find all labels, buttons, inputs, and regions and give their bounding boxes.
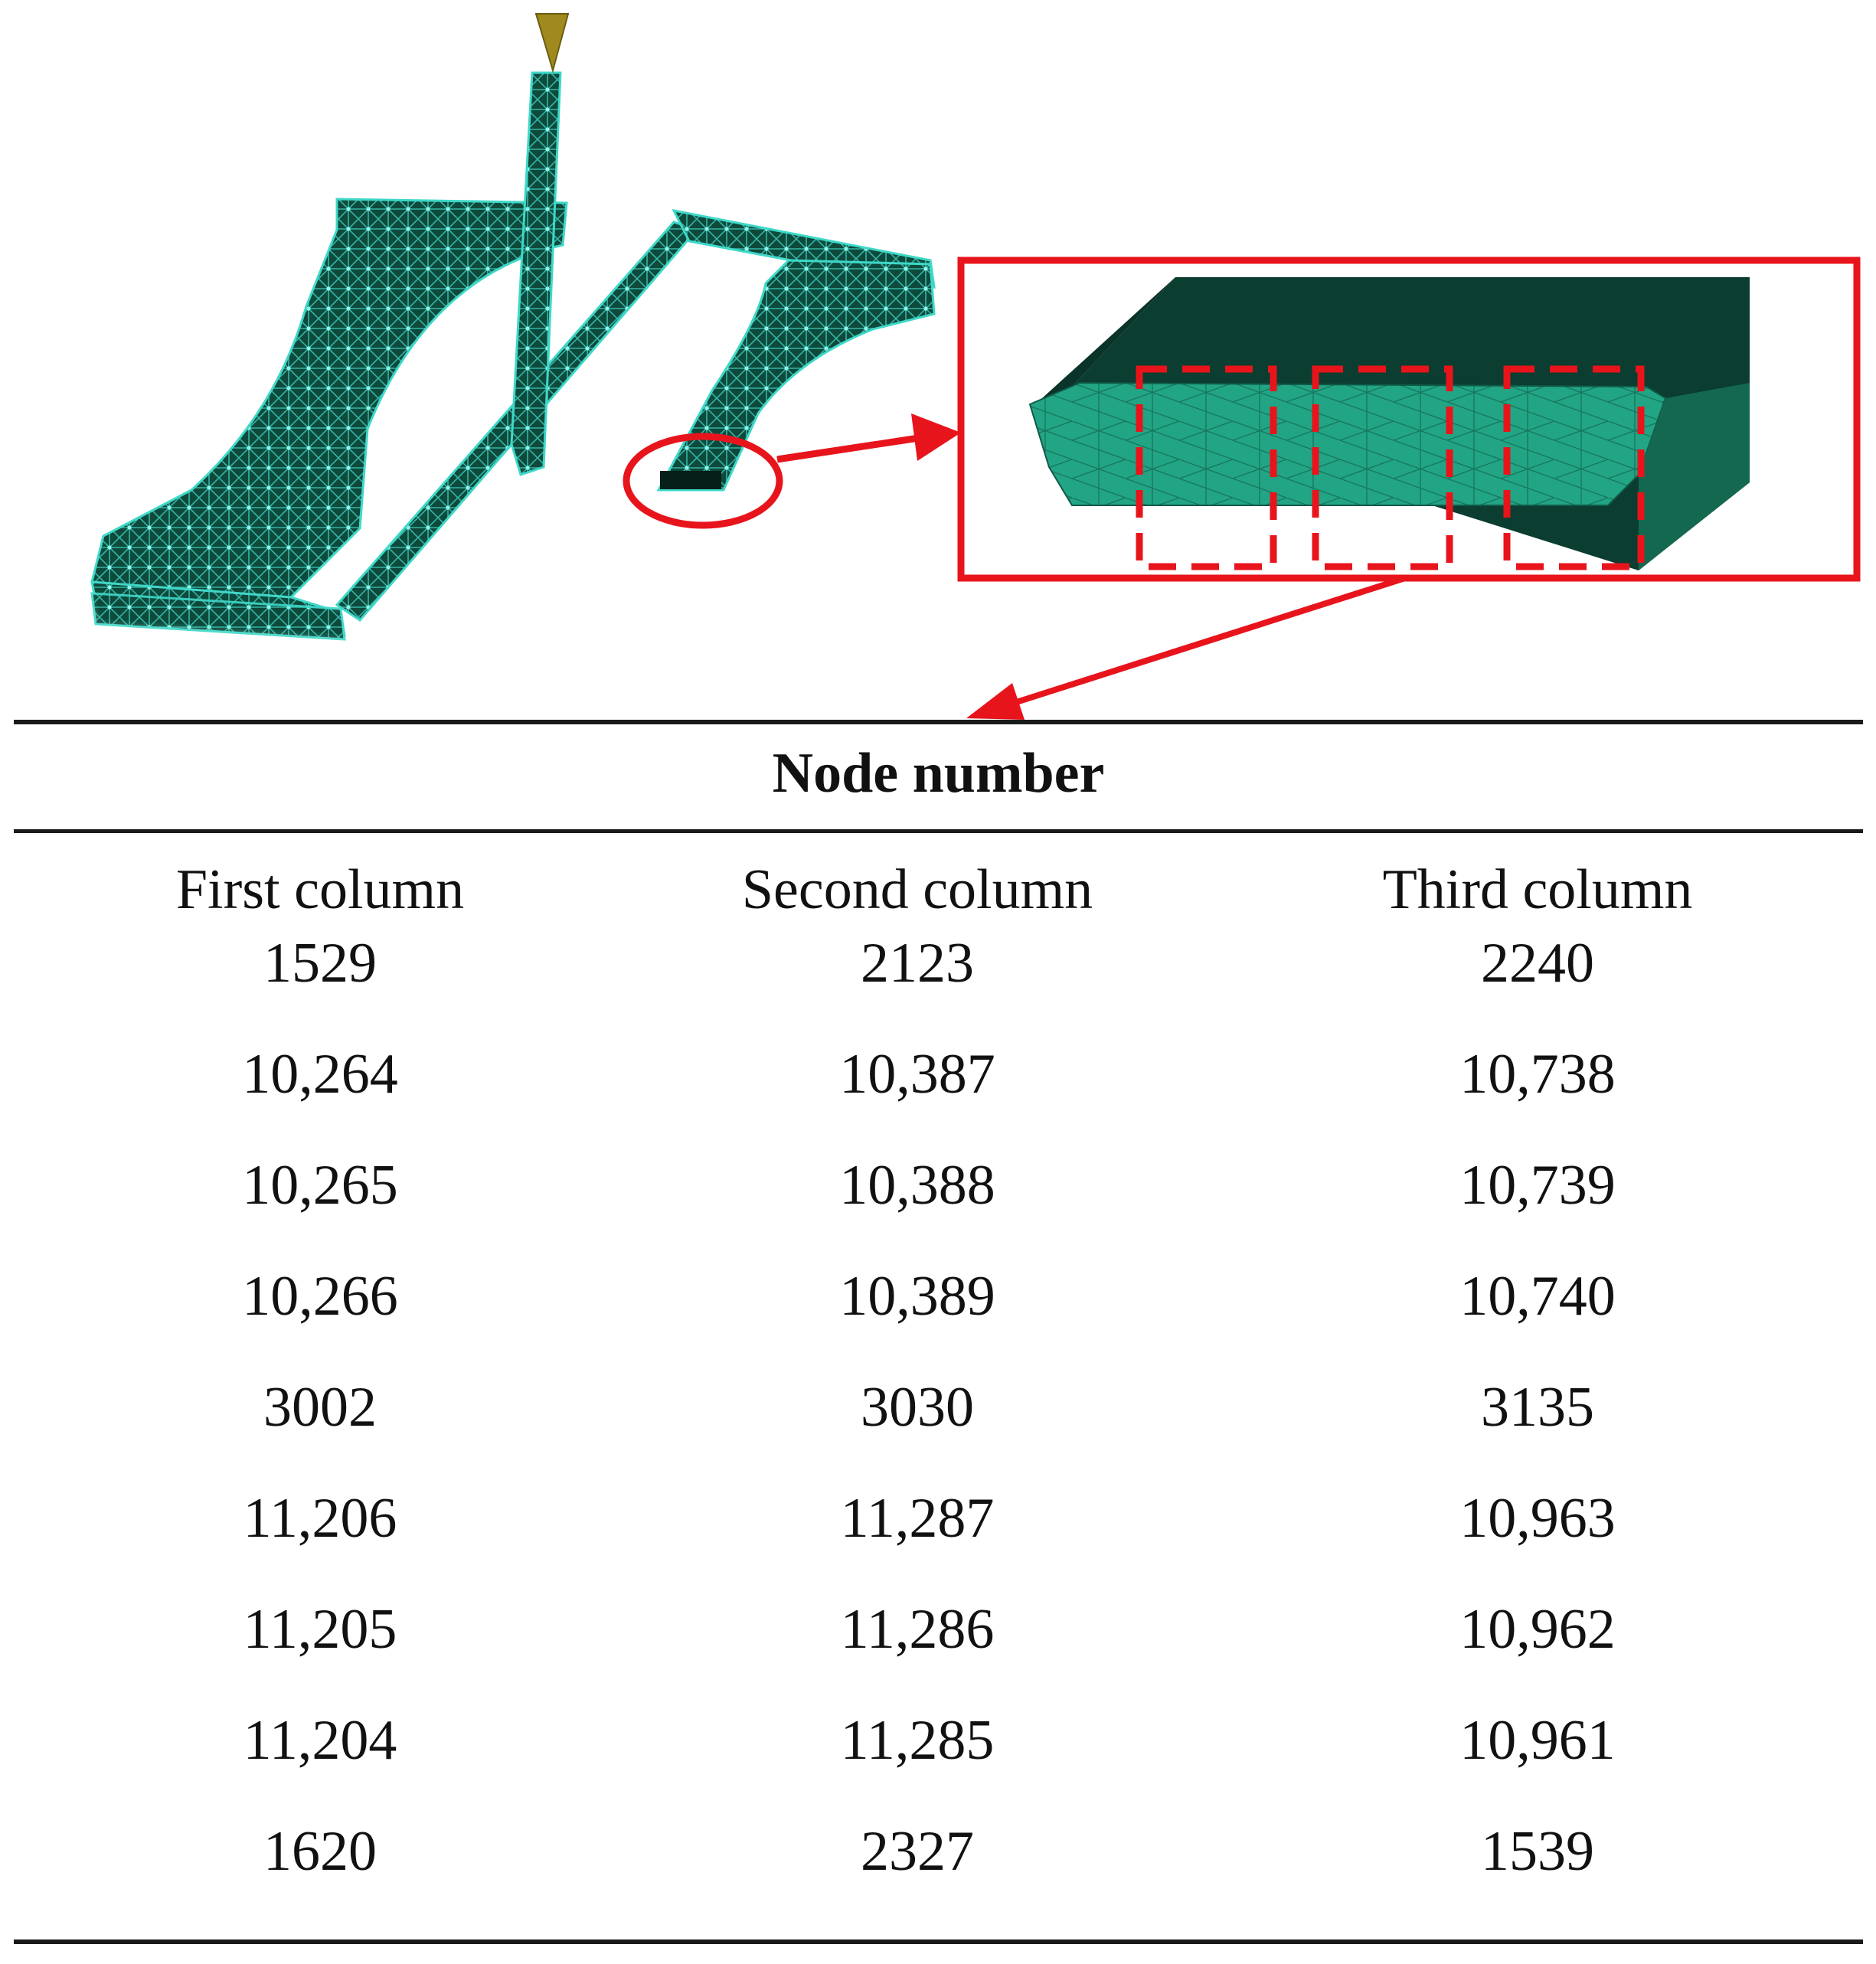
table-arrow <box>966 578 1405 720</box>
table-cell: 2123 <box>861 932 974 995</box>
header-third-column: Third column <box>1382 858 1693 921</box>
header-first-column: First column <box>175 858 465 921</box>
table-cell: 11,286 <box>840 1598 995 1661</box>
table-cell: 10,738 <box>1459 1043 1616 1106</box>
table-cell: 3030 <box>861 1376 974 1439</box>
table-cell: 1539 <box>1481 1820 1594 1883</box>
header-second-column: Second column <box>741 858 1093 921</box>
table-bottom-rule <box>14 1939 1863 1944</box>
table-cell: 11,204 <box>243 1709 397 1772</box>
table-cell: 1620 <box>263 1820 377 1883</box>
table-cell: 11,285 <box>840 1709 995 1772</box>
table-cell: 2327 <box>861 1820 974 1883</box>
table-cell: 10,264 <box>242 1043 398 1106</box>
table-cell: 10,962 <box>1459 1598 1616 1661</box>
table-cell: 3002 <box>263 1376 377 1439</box>
table-cell: 1529 <box>263 932 377 995</box>
zoom-inset <box>961 260 1857 578</box>
table-cell: 3135 <box>1481 1376 1594 1439</box>
table-cell: 2240 <box>1481 932 1594 995</box>
left-specimen <box>92 199 567 636</box>
mesh-figure <box>0 0 1876 720</box>
table-cell: 11,206 <box>243 1487 397 1550</box>
table-cell: 10,961 <box>1459 1709 1616 1772</box>
table-cell: 10,740 <box>1459 1265 1616 1328</box>
table-top-rule <box>14 720 1863 724</box>
table-cell: 10,739 <box>1459 1154 1616 1217</box>
table-cell: 10,963 <box>1459 1487 1616 1550</box>
table-cell: 10,266 <box>242 1265 398 1328</box>
table-cell: 11,287 <box>840 1487 995 1550</box>
table-header-rule <box>14 829 1863 833</box>
table-cell: 11,205 <box>243 1598 397 1661</box>
zoom-arrow <box>777 413 961 461</box>
table-cell: 10,388 <box>839 1154 995 1217</box>
table-cell: 10,387 <box>839 1043 995 1106</box>
table-cell: 10,265 <box>242 1154 398 1217</box>
table-cell: 10,389 <box>839 1265 995 1328</box>
table-title: Node number <box>772 742 1105 805</box>
